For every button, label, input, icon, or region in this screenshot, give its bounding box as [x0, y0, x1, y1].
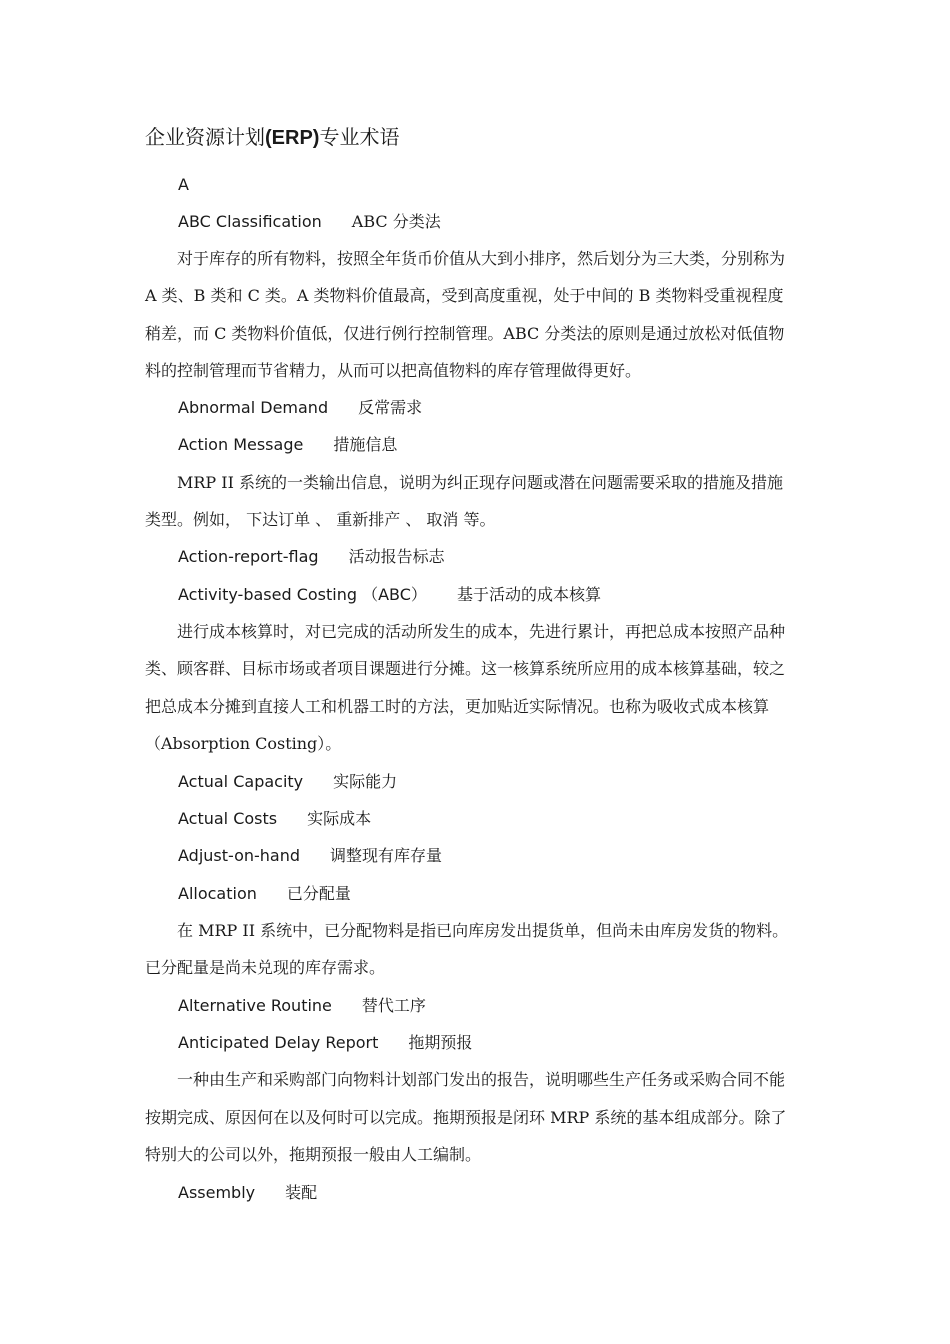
paragraph-line: 已分配量是尚未兑现的库存需求。	[145, 958, 386, 977]
term-chinese: 反常需求	[358, 398, 423, 417]
paragraph-line: 按期完成、原因何在以及何时可以完成。拖期预报是闭环 MRP 系统的基本组成部分。除了	[145, 1108, 787, 1127]
paragraph-line: 进行成本核算时，对已完成的活动所发生的成本，先进行累计，再把总成本按照产品种	[145, 622, 786, 641]
term-chinese: 拖期预报	[408, 1033, 473, 1052]
term-english: Abnormal Demand	[178, 398, 329, 417]
term-chinese: 装配	[285, 1183, 318, 1202]
paragraph-line: 把总成本分摊到直接人工和机器工时的方法，更加贴近实际情况。也称为吸收式成本核算	[145, 697, 770, 716]
term-english: Action-report-flag	[178, 547, 319, 566]
paragraph-line: 在 MRP II 系统中，已分配物料是指已向库房发出提货单，但尚未由库房发货的物料。	[145, 921, 789, 940]
paragraph-line: 类、顾客群、目标市场或者项目课题进行分摊。这一核算系统所应用的成本核算基础，较之	[145, 659, 786, 678]
term-action-message	[178, 434, 397, 456]
paragraph-line: MRP II 系统的一类输出信息，说明为纠正现存问题或潜在问题需要采取的措施及措施	[145, 473, 784, 492]
paragraph-line: 类型。例如， 下达订单 、 重新排产 、 取消 等。	[145, 510, 496, 529]
term-abnormal-demand	[178, 397, 422, 419]
title-text-bold: (ERP)	[265, 127, 320, 149]
term-english: Alternative Routine	[178, 996, 332, 1015]
title-text-pre: 企业资源计划	[145, 125, 265, 149]
paragraph-line: 特别大的公司以外，拖期预报一般由人工编制。	[145, 1145, 482, 1164]
term-alternative-routine	[178, 995, 426, 1017]
term-english: Adjust-on-hand	[178, 846, 301, 865]
term-adjust-on-hand	[178, 845, 442, 867]
term-chinese: ABC 分类法	[351, 212, 441, 231]
term-chinese: 措施信息	[333, 435, 398, 454]
term-english: Anticipated Delay Report	[178, 1033, 379, 1052]
term-assembly	[178, 1182, 317, 1204]
term-allocation	[178, 883, 351, 905]
paragraph-line: 稍差，而 C 类物料价值低，仅进行例行控制管理。ABC 分类法的原则是通过放松对低值物	[145, 324, 785, 343]
term-chinese: 基于活动的成本核算	[456, 585, 601, 604]
term-abc-classification	[178, 211, 441, 233]
term-english: Actual Capacity	[178, 772, 304, 791]
term-english: Actual Costs	[178, 809, 278, 828]
term-actual-capacity	[178, 771, 397, 793]
paragraph-line: 对于库存的所有物料，按照全年货币价值从大到小排序，然后划分为三大类，分别称为	[145, 249, 786, 268]
term-chinese: 替代工序	[361, 996, 426, 1015]
term-action-report-flag	[178, 546, 445, 568]
term-chinese: 已分配量	[286, 884, 351, 903]
term-chinese: 活动报告标志	[348, 547, 445, 566]
term-english: ABC Classification	[178, 212, 322, 231]
term-anticipated-delay-report	[178, 1032, 472, 1054]
document-title	[145, 123, 399, 152]
term-chinese: 调整现有库存量	[330, 846, 443, 865]
title-text-post: 专业术语	[319, 125, 400, 149]
term-chinese: 实际能力	[333, 772, 398, 791]
term-english: Activity-based Costing （ABC）	[178, 585, 427, 604]
term-chinese: 实际成本	[307, 809, 372, 828]
term-activity-based-costing	[178, 584, 601, 606]
paragraph-line: 一种由生产和采购部门向物料计划部门发出的报告，说明哪些生产任务或采购合同不能	[145, 1070, 786, 1089]
term-english: Allocation	[178, 884, 257, 903]
paragraph-line: 料的控制管理而节省精力，从而可以把高值物料的库存管理做得更好。	[145, 361, 642, 380]
term-actual-costs	[178, 808, 371, 830]
term-english: Assembly	[178, 1183, 256, 1202]
paragraph-line: A 类、B 类和 C 类。A 类物料价值最高，受到高度重视，处于中间的 B 类物料受重视程度	[145, 286, 784, 305]
term-english: Action Message	[178, 435, 304, 454]
paragraph-line: （Absorption Costing）。	[145, 734, 342, 753]
section-letter: A	[178, 175, 189, 194]
